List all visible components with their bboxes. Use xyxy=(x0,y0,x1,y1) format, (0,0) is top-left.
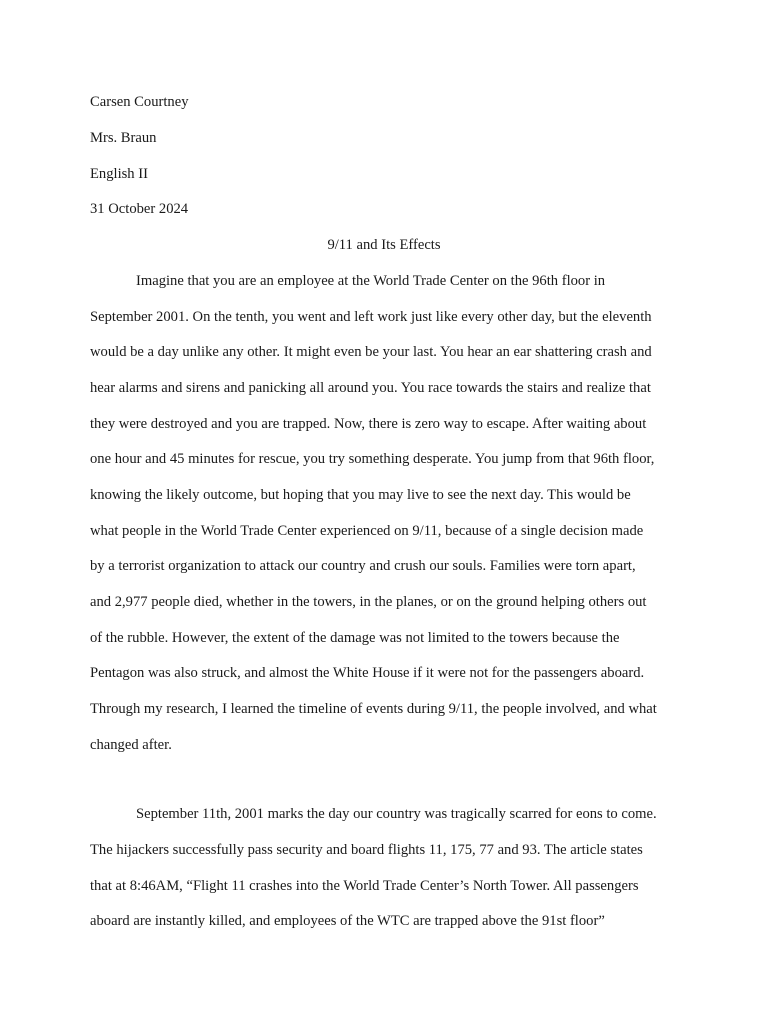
paragraph-line: knowing the likely outcome, but hoping that you may live to see the next day. This would be xyxy=(90,487,631,503)
paragraph-line: September 2001. On the tenth, you went and left work just like every other day, but the eleventh xyxy=(90,309,652,325)
paragraph-line: The hijackers successfully pass security and board flights 11, 175, 77 and 93. The article states xyxy=(90,842,643,858)
teacher-name: Mrs. Braun xyxy=(90,130,157,146)
paragraph-line: they were destroyed and you are trapped. Now, there is zero way to escape. After waiting about xyxy=(90,416,647,432)
paragraph-line: Through my research, I learned the timeline of events during 9/11, the people involved, and what xyxy=(90,701,657,717)
paragraph-line: September 11th, 2001 marks the day our country was tragically scarred for eons to come. xyxy=(136,806,657,822)
paragraph-line: changed after. xyxy=(90,737,172,753)
paragraph-line: what people in the World Trade Center experienced on 9/11, because of a single decision made xyxy=(90,523,644,539)
paragraph-line: that at 8:46AM, “Flight 11 crashes into the World Trade Center’s North Tower. All passengers xyxy=(90,878,639,894)
paragraph-line: aboard are instantly killed, and employees of the WTC are trapped above the 91st floor” xyxy=(90,913,605,929)
paragraph-line: by a terrorist organization to attack our country and crush our souls. Families were torn apart, xyxy=(90,558,636,574)
paragraph-line: and 2,977 people died, whether in the towers, in the planes, or on the ground helping others out xyxy=(90,594,647,610)
paragraph-line: one hour and 45 minutes for rescue, you try something desperate. You jump from that 96th floor, xyxy=(90,451,655,467)
date: 31 October 2024 xyxy=(90,201,189,217)
course-name: English II xyxy=(90,166,148,182)
essay-title: 9/11 and Its Effects xyxy=(327,237,441,253)
paragraph-line: hear alarms and sirens and panicking all around you. You race towards the stairs and realize that xyxy=(90,380,651,396)
student-name: Carsen Courtney xyxy=(90,94,189,110)
paragraph-line: would be a day unlike any other. It might even be your last. You hear an ear shattering crash and xyxy=(90,344,652,360)
paragraph-line: Pentagon was also struck, and almost the White House if it were not for the passengers aboard. xyxy=(90,665,645,681)
paragraph-line: of the rubble. However, the extent of the damage was not limited to the towers because the xyxy=(90,630,620,646)
paragraph-line: Imagine that you are an employee at the World Trade Center on the 96th floor in xyxy=(136,273,606,289)
